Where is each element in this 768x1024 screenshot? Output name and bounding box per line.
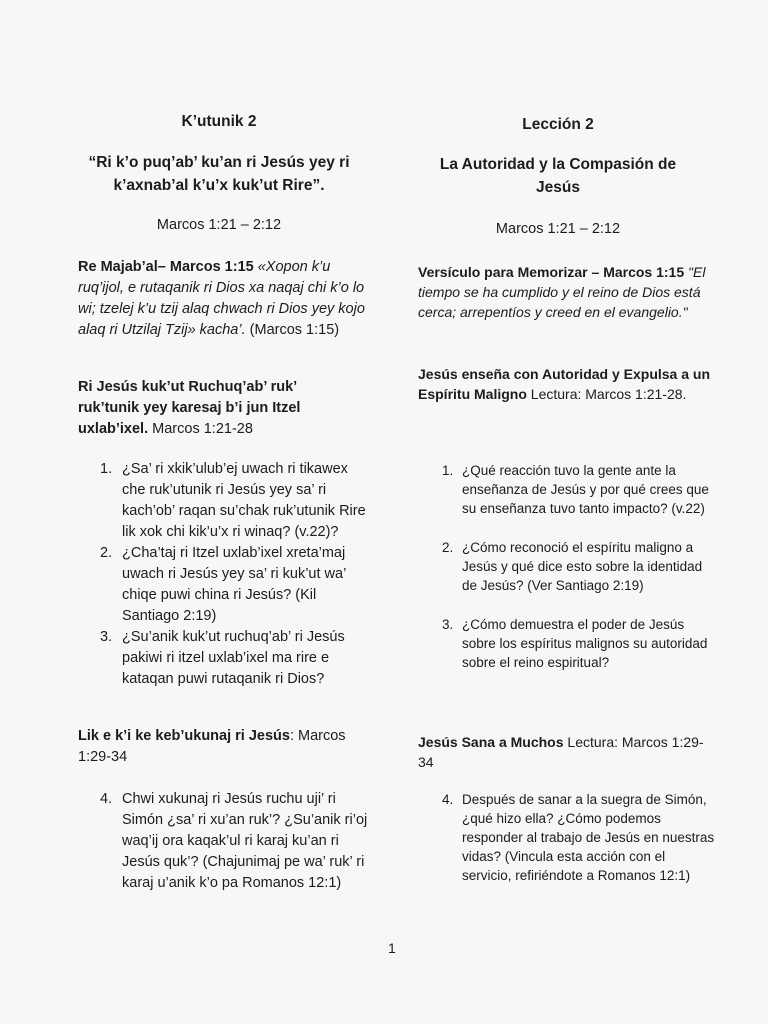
left-reference: Marcos 1:21 – 2:12 bbox=[156, 217, 282, 233]
right-section2-reading: Lectura: Marcos 1:29-34 bbox=[418, 734, 704, 770]
left-memory-text: «Xopon k’u ruq’ijol, e rutaqanik ri Dios xa naqaj chi k’o lo wi; tzelej k’u tzij alaq chwach ri Dios yey kojo alaq ri Utzilaj Tzij» kacha’. bbox=[78, 259, 365, 338]
left-heading: K’utunik 2 bbox=[181, 113, 257, 130]
right-memory-label: Versículo para Memorizar – Marcos 1:15 bbox=[418, 264, 685, 280]
right-title: La Autoridad y la Compasión de Jesús bbox=[439, 156, 677, 196]
left-section2 bbox=[78, 726, 368, 768]
left-questions-1 bbox=[78, 459, 370, 690]
right-heading: Lección 2 bbox=[522, 116, 594, 133]
list-item: 4. Chwi xukunaj ri Jesús ruchu uji’ ri Simón ¿sa’ ri xu’an ruk’? ¿Su’anik ri’oj waq’ij ora kaqak’ul ri karaj ku’an ri Jesús quk’? (Chajunimaj pe wa’ ruk’ ri karaj u’anik k’o pa Romanos 12:1) bbox=[100, 791, 368, 891]
right-section2 bbox=[418, 732, 716, 772]
left-memory-verse bbox=[78, 257, 368, 341]
right-questions-1 bbox=[418, 461, 718, 672]
left-memory-citation: (Marcos 1:15) bbox=[249, 322, 340, 338]
list-item: 4. Después de sanar a la suegra de Simón, ¿qué hizo ella? ¿Cómo podemos responder al trabajo de Jesús en nuestras vidas? (Vincula esta acción con el servicio, refiriéndote a Romanos 12:1) bbox=[442, 792, 715, 883]
right-memory-verse bbox=[418, 262, 714, 322]
list-item: 1. ¿Qué reacción tuvo la gente ante la enseñanza de Jesús y por qué crees que su enseñanza tuvo tanto impacto? (v.22) bbox=[442, 463, 709, 516]
list-item: 3. ¿Su’anik kuk’ut ruchuq’ab’ ri Jesús pakiwi ri itzel uxlab’ixel ma rire e kataqan puwi rutaqanik ri Dios? bbox=[100, 629, 345, 687]
list-item: 2. ¿Cómo reconoció el espíritu maligno a Jesús y qué dice esto sobre la identidad de Jesús? (Ver Santiago 2:19) bbox=[442, 540, 703, 593]
left-section2-label: Lik e k’i ke keb’ukunaj ri Jesús bbox=[78, 728, 290, 744]
right-reference: Marcos 1:21 – 2:12 bbox=[495, 221, 621, 237]
left-section1-label: Ri Jesús kuk’ut Ruchuq’ab’ ruk’ ruk’tunik yey karesaj b’i jun Itzel uxlab’ixel. bbox=[78, 379, 301, 437]
list-item: 2. ¿Cha’taj ri Itzel uxlab’ixel xreta’maj uwach ri Jesús yey sa’ ri kuk’ut wa’ chiqe puwi china ri Jesús? (Kil Santiago 2:19) bbox=[100, 545, 346, 624]
list-item: 1. ¿Sa’ ri xkik’ulub’ej uwach ri tikawex che ruk’utunik ri Jesús yey sa’ ri kach’ob’ raqan su’chak ruk’utunik Rire lik xok chi kik’u’x ri winaq? (v.22)? bbox=[100, 461, 366, 540]
right-section1-reading: Lectura: Marcos 1:21-28. bbox=[526, 386, 687, 402]
right-memory-text: "El tiempo se ha cumplido y el reino de Dios está cerca; arrepentíos y creed en el evangelio." bbox=[418, 264, 706, 320]
page-number: 1 bbox=[388, 940, 396, 956]
left-section1 bbox=[78, 377, 348, 440]
right-section1 bbox=[418, 364, 716, 404]
left-questions-2 bbox=[78, 789, 370, 894]
right-questions-2 bbox=[418, 790, 718, 885]
left-title: “Ri k’o puq’ab’ ku’an ri Jesús yey ri k’axnab’al k’u’x kuk’ut Rire”. bbox=[88, 154, 350, 194]
right-section1-label: Jesús enseña con Autoridad y Expulsa a un Espíritu Maligno bbox=[418, 366, 711, 402]
left-section2-reading: : Marcos 1:29-34 bbox=[78, 728, 346, 765]
right-section2-label: Jesús Sana a Muchos bbox=[418, 734, 564, 750]
left-memory-label: Re Majab’al– Marcos 1:15 bbox=[78, 259, 254, 275]
left-section1-reading: Marcos 1:21-28 bbox=[152, 421, 253, 437]
list-item: 3. ¿Cómo demuestra el poder de Jesús sobre los espíritus malignos su autoridad sobre el reino espiritual? bbox=[442, 617, 708, 670]
